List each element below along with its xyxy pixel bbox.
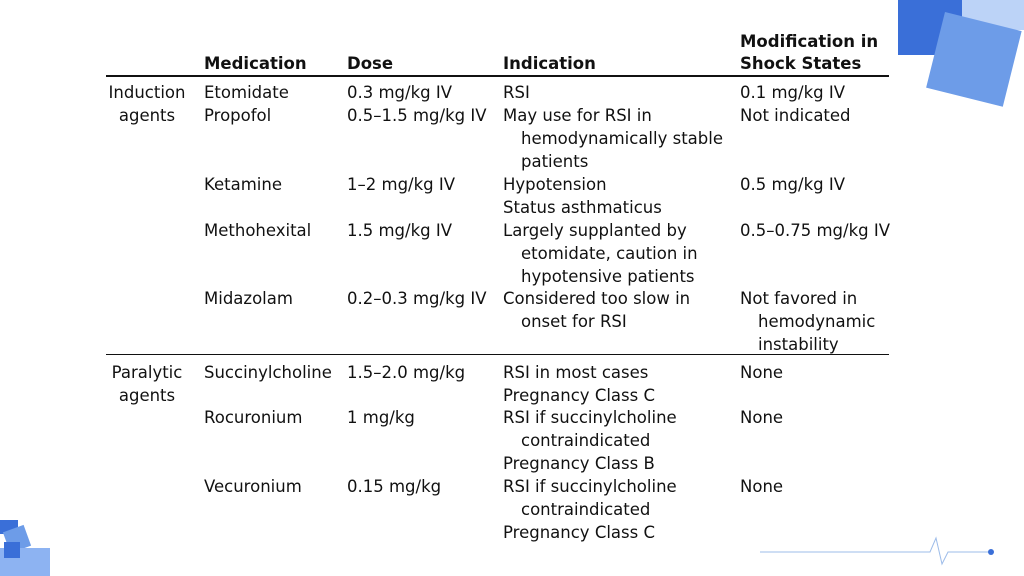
group-label-paralytic: [106, 361, 188, 407]
cell-indication: RSI in most cases: [503, 363, 649, 382]
cell-dose: 0.5–1.5 mg/kg IV: [347, 106, 487, 125]
cell-dose: 0.2–0.3 mg/kg IV: [347, 289, 487, 308]
cell-indication-cont: hypotensive patients: [521, 267, 695, 286]
cell-modification-cont: hemodynamic: [758, 312, 876, 331]
cell-modification-cont: instability: [758, 335, 839, 354]
cell-medication: Midazolam: [204, 289, 293, 308]
cell-medication: Ketamine: [204, 175, 282, 194]
header-indication: Indication: [503, 54, 596, 73]
group-divider-rule: [106, 354, 889, 355]
cell-modification: Not favored in: [740, 289, 858, 308]
cell-indication: Considered too slow in: [503, 289, 691, 308]
cell-medication: Propofol: [204, 106, 272, 125]
cell-modification: Not indicated: [740, 106, 851, 125]
heartbeat-line-icon: [760, 530, 1000, 570]
cell-modification: 0.1 mg/kg IV: [740, 83, 846, 102]
decor-square: [4, 542, 20, 558]
cell-medication: Succinylcholine: [204, 363, 332, 382]
cell-indication-cont: hemodynamically stable: [521, 129, 723, 148]
cell-indication: RSI if succinylcholine: [503, 477, 677, 496]
cell-indication: Pregnancy Class C: [503, 523, 655, 542]
cell-modification: None: [740, 363, 784, 382]
group-label-line1: Paralytic: [111, 363, 183, 382]
cell-indication-cont: contraindicated: [521, 500, 651, 519]
cell-dose: 0.3 mg/kg IV: [347, 83, 453, 102]
group-label-line2: agents: [118, 106, 176, 125]
cell-medication: Methohexital: [204, 221, 312, 240]
cell-dose: 1.5–2.0 mg/kg: [347, 363, 466, 382]
cell-indication: May use for RSI in: [503, 106, 652, 125]
cell-indication: Status asthmaticus: [503, 198, 662, 217]
header-medication: Medication: [204, 54, 307, 73]
header-dose: Dose: [347, 54, 394, 73]
cell-dose: 1.5 mg/kg IV: [347, 221, 453, 240]
cell-dose: 1–2 mg/kg IV: [347, 175, 456, 194]
cell-modification: None: [740, 408, 784, 427]
cell-medication: Vecuronium: [204, 477, 302, 496]
cell-modification: 0.5–0.75 mg/kg IV: [740, 221, 891, 240]
cell-medication: Etomidate: [204, 83, 289, 102]
cell-indication: Largely supplanted by: [503, 221, 687, 240]
cell-indication: RSI: [503, 83, 530, 102]
cell-indication: Pregnancy Class B: [503, 454, 655, 473]
cell-indication: Pregnancy Class C: [503, 386, 655, 405]
cell-modification: 0.5 mg/kg IV: [740, 175, 846, 194]
header-modification-line2: Shock States: [740, 54, 862, 73]
cell-indication-cont: etomidate, caution in: [521, 244, 698, 263]
cell-dose: 1 mg/kg: [347, 408, 415, 427]
cell-medication: Rocuronium: [204, 408, 303, 427]
cell-indication-cont: onset for RSI: [521, 312, 627, 331]
cell-indication: RSI if succinylcholine: [503, 408, 677, 427]
cell-modification: None: [740, 477, 784, 496]
cell-indication-cont: contraindicated: [521, 431, 651, 450]
cell-indication: Hypotension: [503, 175, 607, 194]
header-modification-line1: Modification in: [740, 32, 879, 51]
header-rule: [106, 75, 889, 77]
cell-indication-cont: patients: [521, 152, 589, 171]
group-label-line2: agents: [118, 386, 176, 405]
cell-dose: 0.15 mg/kg: [347, 477, 442, 496]
group-label-induction: [106, 81, 188, 127]
group-label-line1: Induction: [108, 83, 186, 102]
